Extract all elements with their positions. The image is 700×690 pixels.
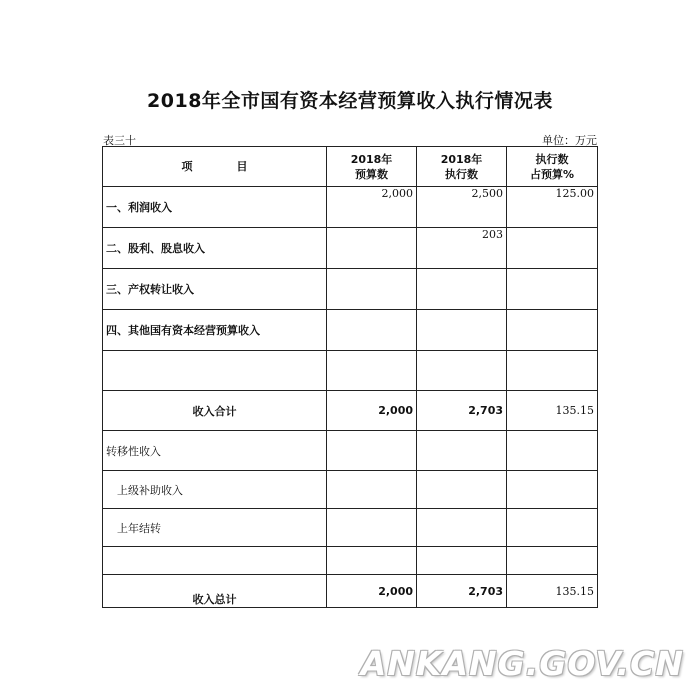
- header-budget-line2: 预算数: [355, 167, 388, 181]
- table-row: [103, 269, 598, 310]
- header-pct-line1: 执行数: [535, 152, 569, 166]
- row-pct: 125.00: [507, 187, 598, 228]
- row-actual: 2,703: [417, 575, 507, 608]
- site-watermark: ANKANG.GOV.CN: [360, 644, 684, 683]
- row-actual: [417, 431, 507, 471]
- row-pct: 135.15: [507, 575, 598, 608]
- row-budget: [327, 547, 417, 575]
- row-pct: [507, 351, 598, 391]
- row-label: [103, 547, 327, 575]
- table-row-empty: [103, 351, 598, 391]
- row-budget: [327, 310, 417, 351]
- row-budget: [327, 269, 417, 310]
- row-label: 四、其他国有资本经营预算收入: [103, 310, 327, 351]
- header-item: 项 目: [103, 147, 327, 187]
- row-label: 二、股利、股息收入: [103, 228, 327, 269]
- row-actual: [417, 509, 507, 547]
- row-actual: [417, 269, 507, 310]
- row-label: 一、利润收入: [103, 187, 327, 228]
- row-budget: 2,000: [327, 575, 417, 608]
- table-row: [103, 509, 598, 547]
- row-budget: [327, 509, 417, 547]
- row-actual: 203: [417, 228, 507, 269]
- row-label: 上级补助收入: [103, 471, 327, 509]
- table-row: [103, 471, 598, 509]
- table-row: [103, 228, 598, 269]
- row-actual: [417, 547, 507, 575]
- row-actual: [417, 471, 507, 509]
- row-label: 收入合计: [103, 391, 327, 431]
- row-budget: 2,000: [327, 187, 417, 228]
- table-number: 表三十: [103, 134, 136, 147]
- row-budget: 2,000: [327, 391, 417, 431]
- row-pct: 135.15: [507, 391, 598, 431]
- total-row: [103, 575, 598, 608]
- row-budget: [327, 431, 417, 471]
- row-label: 三、产权转让收入: [103, 269, 327, 310]
- table-row: [103, 431, 598, 471]
- header-actual: [417, 147, 507, 187]
- row-pct: [507, 310, 598, 351]
- unit-label: 单位：万元: [542, 134, 597, 147]
- row-pct: [507, 509, 598, 547]
- row-label: [103, 351, 327, 391]
- row-label: 收入总计: [103, 575, 327, 608]
- row-label: 上年结转: [103, 509, 327, 547]
- header-budget-line1: 2018年: [350, 152, 393, 166]
- row-actual: [417, 351, 507, 391]
- header-pct: [507, 147, 598, 187]
- row-budget: [327, 228, 417, 269]
- row-pct: [507, 269, 598, 310]
- row-pct: [507, 547, 598, 575]
- row-actual: 2,703: [417, 391, 507, 431]
- row-pct: [507, 431, 598, 471]
- budget-table: [102, 146, 598, 608]
- row-budget: [327, 351, 417, 391]
- header-actual-line2: 执行数: [445, 167, 478, 181]
- page-title: 2018年全市国有资本经营预算收入执行情况表: [147, 90, 553, 112]
- header-budget: [327, 147, 417, 187]
- row-actual: 2,500: [417, 187, 507, 228]
- header-actual-line1: 2018年: [440, 152, 483, 166]
- table-header-row: [103, 147, 598, 187]
- header-pct-line2: 占预算%: [529, 167, 575, 181]
- row-label: 转移性收入: [103, 431, 327, 471]
- table-row: [103, 310, 598, 351]
- table-row: [103, 187, 598, 228]
- row-budget: [327, 471, 417, 509]
- row-pct: [507, 471, 598, 509]
- row-pct: [507, 228, 598, 269]
- table-row-empty: [103, 547, 598, 575]
- row-actual: [417, 310, 507, 351]
- subtotal-row: [103, 391, 598, 431]
